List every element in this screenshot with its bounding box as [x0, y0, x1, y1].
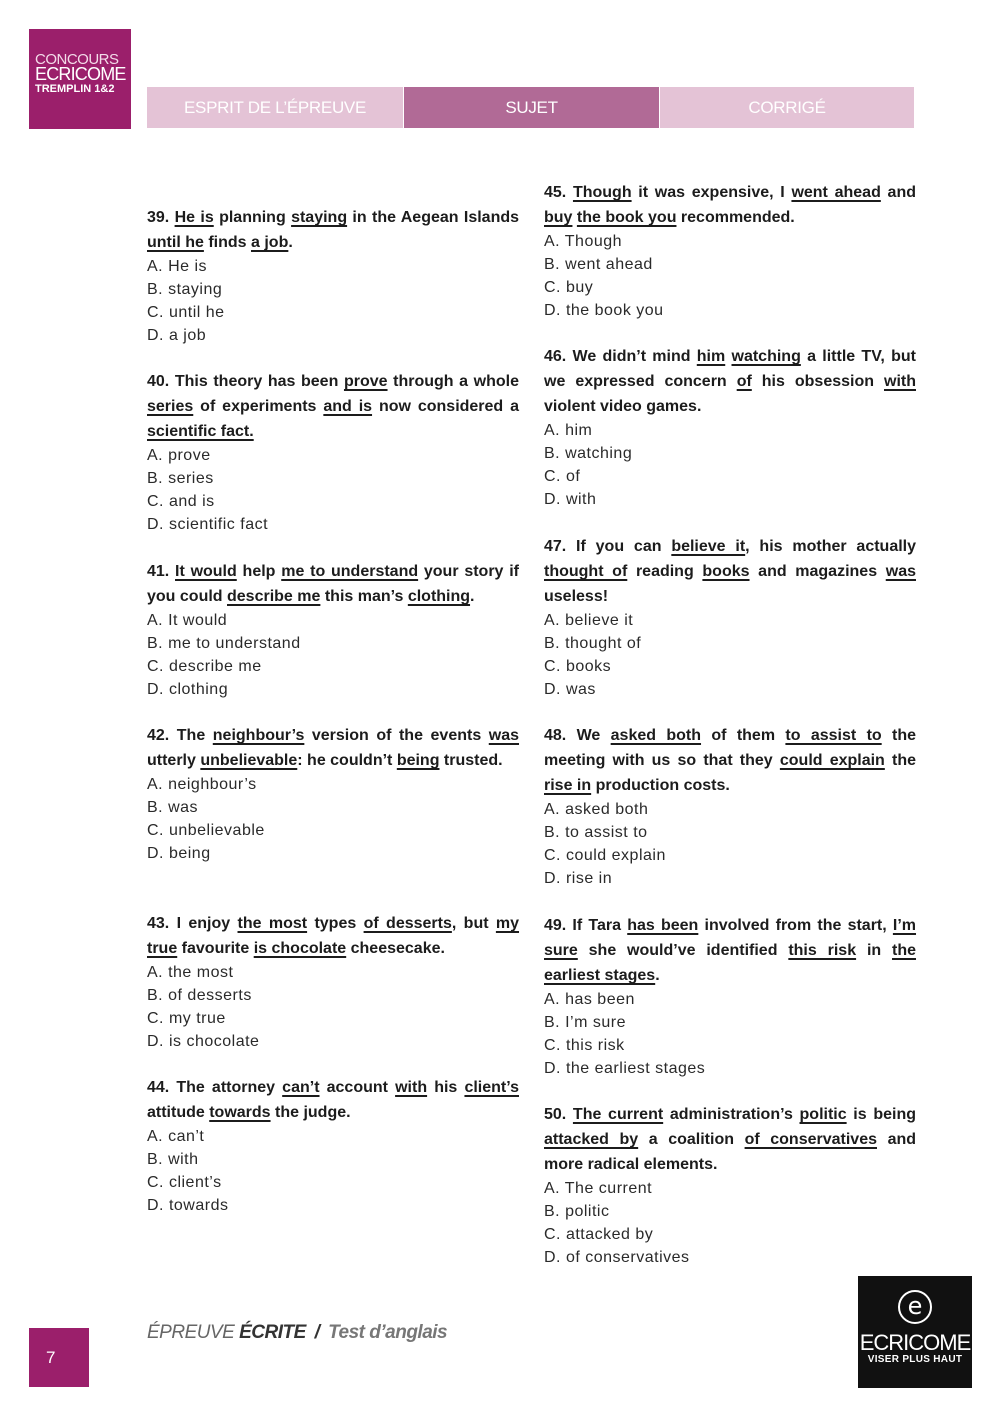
question-45 — [544, 180, 916, 322]
underlined-segment: describe me — [227, 588, 321, 605]
question-stem — [544, 1102, 916, 1177]
underlined-segment: It would — [175, 563, 237, 580]
option-d: D. a job — [147, 327, 207, 344]
stem-text: , but — [451, 915, 496, 932]
underlined-segment: thought of — [544, 563, 628, 580]
underlined-segment: with — [884, 373, 916, 390]
option-a: A. him — [544, 422, 593, 439]
stem-text: cheesecake. — [346, 940, 445, 957]
option-a: A. has been — [544, 991, 635, 1008]
option-b: B. staying — [147, 281, 223, 298]
underlined-segment: being — [396, 752, 440, 769]
option-b: B. politic — [544, 1203, 610, 1220]
underlined-segment: this risk — [788, 942, 857, 959]
option-d: D. of conservatives — [544, 1249, 690, 1266]
stem-text: help — [236, 563, 282, 580]
option-c: C. unbelievable — [147, 822, 265, 839]
concours-logo — [29, 29, 131, 129]
stem-text: and more radical elements. — [544, 1131, 917, 1173]
underlined-segment: him — [696, 348, 726, 365]
option-a: A. Though — [544, 233, 623, 250]
stem-text: : he couldn’t — [297, 752, 397, 769]
option-d: D. clothing — [147, 681, 229, 698]
question-stem — [544, 723, 916, 798]
underlined-segment: The current — [572, 1106, 664, 1123]
stem-text: utterly — [147, 752, 201, 769]
stem-text: and — [880, 184, 916, 201]
stem-text: of experiments — [193, 398, 324, 415]
stem-text: recommended. — [676, 209, 795, 226]
underlined-segment: staying — [291, 209, 348, 226]
option-c: C. describe me — [147, 658, 262, 675]
stem-text: 42. The — [147, 727, 213, 744]
question-39 — [147, 205, 519, 347]
stem-text: 39. — [147, 209, 175, 226]
footer-title-prefix: ÉPREUVE — [147, 1322, 235, 1343]
option-d: D. the earliest stages — [544, 1060, 706, 1077]
stem-text: the judge. — [270, 1104, 351, 1121]
underlined-segment: neighbour’s — [212, 727, 305, 744]
ecricome-brand-logo — [858, 1276, 972, 1388]
underlined-segment: a job — [251, 234, 289, 251]
option-b: B. watching — [544, 445, 633, 462]
question-stem — [147, 911, 519, 961]
underlined-segment: believe it — [671, 538, 746, 555]
stem-text: 47. If you can — [544, 538, 672, 555]
stem-text: production costs. — [591, 777, 730, 794]
brand-name: ECRICOME — [859, 1330, 971, 1355]
option-c: C. books — [544, 658, 612, 675]
underlined-segment: my true — [147, 915, 520, 957]
question-stem — [544, 180, 916, 230]
stem-text: planning — [213, 209, 292, 226]
option-c: C. of — [544, 468, 581, 485]
underlined-segment: politic — [799, 1106, 847, 1123]
question-stem — [147, 205, 519, 255]
stem-text: of them — [701, 727, 786, 744]
question-50 — [544, 1102, 916, 1269]
underlined-segment: books — [702, 563, 750, 580]
page-number: 7 — [29, 1328, 89, 1387]
option-d: D. was — [544, 681, 596, 698]
underlined-segment: watching — [731, 348, 801, 365]
underlined-segment: until he — [147, 234, 204, 251]
stem-text: . — [470, 588, 475, 605]
option-a: A. prove — [147, 447, 211, 464]
option-b: B. with — [147, 1151, 199, 1168]
underlined-segment: was — [885, 563, 916, 580]
question-47 — [544, 534, 916, 701]
ecricome-e-icon: e — [898, 1290, 932, 1324]
question-42 — [147, 723, 519, 865]
underlined-segment: unbelievable — [200, 752, 298, 769]
question-stem — [147, 559, 519, 609]
brand-tagline: VISER PLUS HAUT — [867, 1354, 963, 1365]
question-48 — [544, 723, 916, 890]
stem-text: trusted. — [439, 752, 503, 769]
logo-line-concours: CONCOURS — [35, 51, 119, 68]
stem-text: the — [884, 752, 917, 769]
underlined-segment: prove — [343, 373, 388, 390]
underlined-segment: Though — [572, 184, 632, 201]
stem-text: 45. — [544, 184, 573, 201]
option-d: D. the book you — [544, 302, 664, 319]
stem-text: administration’s — [663, 1106, 800, 1123]
question-stem — [147, 1075, 519, 1125]
option-b: B. to assist to — [544, 824, 648, 841]
question-49 — [544, 913, 916, 1080]
underlined-segment: series — [147, 398, 194, 415]
option-c: C. and is — [147, 493, 215, 510]
footer-subtitle: Test d’anglais — [328, 1322, 448, 1343]
footer-separator: / — [314, 1322, 320, 1343]
tab-sujet[interactable]: SUJET — [404, 87, 659, 128]
stem-text: useless! — [544, 588, 609, 605]
stem-text: his — [427, 1079, 465, 1096]
underlined-segment: the most — [237, 915, 308, 932]
stem-text: in the Aegean Islands — [347, 209, 520, 226]
footer-title-bold: ÉCRITE — [239, 1322, 306, 1343]
question-stem — [544, 913, 916, 988]
stem-text: 49. If Tara — [544, 917, 628, 934]
stem-text: 48. We — [544, 727, 611, 744]
question-40 — [147, 369, 519, 536]
option-d: D. towards — [147, 1197, 229, 1214]
underlined-segment: of — [736, 373, 752, 390]
stem-text: his obsession — [751, 373, 884, 390]
option-c: C. client’s — [147, 1174, 222, 1191]
stem-text: your story if you could — [147, 563, 519, 605]
option-b: B. I’m sure — [544, 1014, 626, 1031]
stem-text: finds — [203, 234, 251, 251]
stem-text: 50. — [544, 1106, 573, 1123]
underlined-segment: rise in — [544, 777, 592, 794]
option-b: B. thought of — [544, 635, 642, 652]
option-b: B. went ahead — [544, 256, 653, 273]
underlined-segment: and is — [323, 398, 373, 415]
option-b: B. was — [147, 799, 199, 816]
option-c: C. this risk — [544, 1037, 625, 1054]
stem-text: . — [655, 967, 660, 984]
underlined-segment: of desserts — [363, 915, 452, 932]
option-a: A. the most — [147, 964, 234, 981]
stem-text: 46. We didn’t mind — [544, 348, 697, 365]
underlined-segment: me to understand — [281, 563, 419, 580]
tab-esprit-epreuve[interactable]: ESPRIT DE L’ÉPREUVE — [147, 87, 403, 128]
underlined-segment: could explain — [779, 752, 885, 769]
underlined-segment: has been — [627, 917, 699, 934]
question-stem — [147, 723, 519, 773]
option-a: A. He is — [147, 258, 208, 275]
underlined-segment: the earliest stages — [544, 942, 917, 984]
underlined-segment: I’m sure — [544, 917, 917, 959]
stem-text: types — [307, 915, 364, 932]
stem-text: is being — [846, 1106, 916, 1123]
stem-text: now considered a — [372, 398, 520, 415]
stem-text: this man’s — [320, 588, 408, 605]
underlined-segment: client’s — [464, 1079, 519, 1096]
underlined-segment: was — [488, 727, 520, 744]
logo-line-tremplin: TREMPLIN 1&2 — [35, 83, 115, 95]
option-b: B. me to understand — [147, 635, 301, 652]
option-a: A. The current — [544, 1180, 653, 1197]
underlined-segment: buy — [544, 209, 573, 226]
stem-text: reading — [627, 563, 703, 580]
option-a: A. believe it — [544, 612, 634, 629]
stem-text: the meeting with us so that they — [544, 727, 917, 769]
stem-text: 41. — [147, 563, 176, 580]
question-stem — [544, 344, 916, 419]
option-c: C. my true — [147, 1010, 226, 1027]
underlined-segment: to assist to — [785, 727, 882, 744]
stem-text: she would’ve identified — [577, 942, 789, 959]
question-46 — [544, 344, 916, 511]
stem-text: it was expensive, I — [631, 184, 792, 201]
option-a: A. neighbour’s — [147, 776, 257, 793]
option-c: C. until he — [147, 304, 225, 321]
stem-text: . — [288, 234, 293, 251]
underlined-segment: the book you — [576, 209, 677, 226]
option-b: B. of desserts — [147, 987, 252, 1004]
stem-text: and magazines — [749, 563, 886, 580]
stem-text: involved from the start, — [698, 917, 893, 934]
option-d: D. is chocolate — [147, 1033, 260, 1050]
option-a: A. asked both — [544, 801, 649, 818]
stem-text: a little TV, but we expressed concern — [544, 348, 916, 390]
underlined-segment: asked both — [610, 727, 702, 744]
option-b: B. series — [147, 470, 214, 487]
stem-text: in — [856, 942, 893, 959]
stem-text: , his mother actually — [745, 538, 917, 555]
stem-text: a coalition — [638, 1131, 745, 1148]
option-d: D. being — [147, 845, 211, 862]
stem-text: violent video games. — [544, 398, 702, 415]
underlined-segment: went ahead — [791, 184, 881, 201]
stem-text: favourite — [177, 940, 254, 957]
stem-text: 43. I enjoy — [147, 915, 238, 932]
underlined-segment: can’t — [282, 1079, 320, 1096]
option-d: D. scientific fact — [147, 516, 269, 533]
question-44 — [147, 1075, 519, 1217]
question-41 — [147, 559, 519, 701]
question-stem — [147, 369, 519, 444]
tab-corrige[interactable]: CORRIGÉ — [660, 87, 914, 128]
section-tabs — [147, 87, 914, 128]
underlined-segment: towards — [209, 1104, 271, 1121]
underlined-segment: attacked by — [544, 1131, 639, 1148]
underlined-segment: with — [395, 1079, 428, 1096]
underlined-segment: clothing — [407, 588, 471, 605]
stem-text: 40. This theory has been — [147, 373, 344, 390]
underlined-segment: of conservatives — [744, 1131, 877, 1148]
stem-text: attitude — [147, 1104, 210, 1121]
option-d: D. with — [544, 491, 597, 508]
question-43 — [147, 911, 519, 1053]
stem-text: 44. The attorney — [147, 1079, 283, 1096]
footer-title — [147, 1322, 447, 1344]
option-d: D. rise in — [544, 870, 613, 887]
option-c: C. could explain — [544, 847, 666, 864]
option-a: A. It would — [147, 612, 228, 629]
underlined-segment: is chocolate — [253, 940, 347, 957]
stem-text: version of the events — [304, 727, 489, 744]
option-c: C. attacked by — [544, 1226, 654, 1243]
underlined-segment: scientific fact. — [147, 423, 254, 440]
stem-text: through a whole — [387, 373, 519, 390]
question-stem — [544, 534, 916, 609]
option-c: C. buy — [544, 279, 594, 296]
option-a: A. can’t — [147, 1128, 205, 1145]
underlined-segment: He is — [174, 209, 214, 226]
stem-text: account — [319, 1079, 396, 1096]
logo-line-ecricome: ECRICOME — [35, 64, 126, 84]
